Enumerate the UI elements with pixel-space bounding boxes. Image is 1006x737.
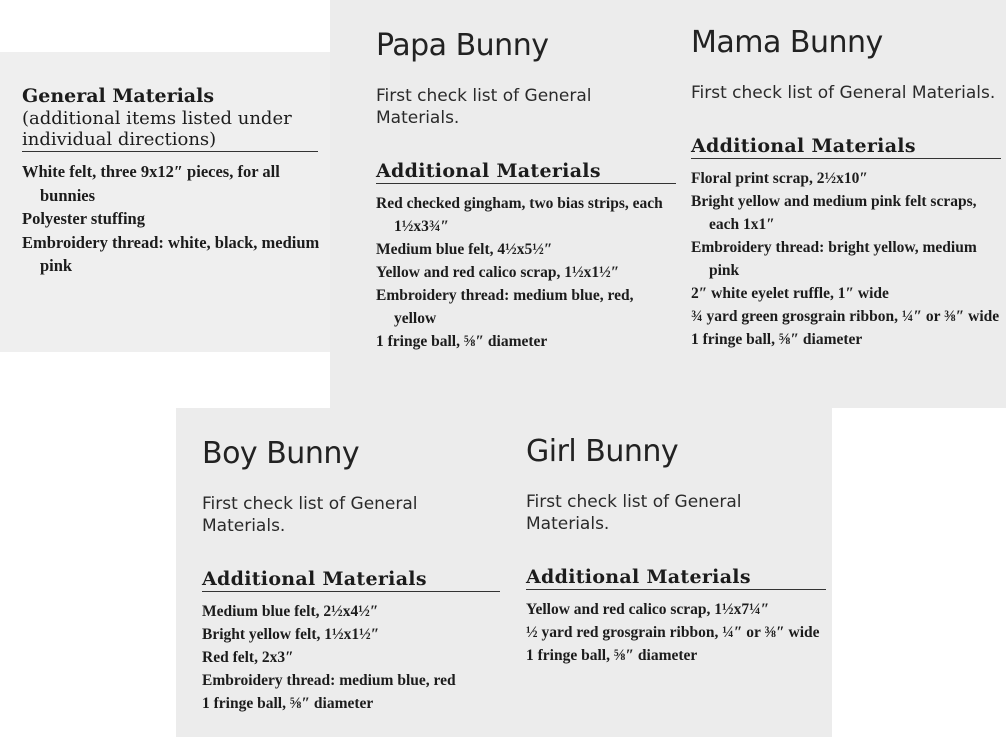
boy-additional-materials-heading: Additional Materials [202,568,500,592]
list-item: 1 fringe ball, ⅝″ diameter [376,333,548,350]
girl-bunny-intro: First check list of General Materials. [526,492,742,534]
list-item: Floral print scrap, 2½x10″ [691,170,868,187]
list-item: ½ yard red grosgrain ribbon, ¼″ or ⅜″ wide [526,624,820,641]
list-item: Red checked gingham, two bias strips, each 1½x3¾″ [376,195,663,235]
papa-bunny-intro: First check list of General Materials. [376,86,592,128]
list-item: 1 fringe ball, ⅝″ diameter [691,331,863,348]
general-materials-heading: General Materials [22,85,215,107]
mama-bunny-title: Mama Bunny [691,25,883,60]
list-item: Bright yellow and medium pink felt scraps, each 1x1″ [691,193,977,233]
papa-materials-list [376,192,676,353]
boy-bunny-title: Boy Bunny [202,436,360,471]
papa-bunny-title: Papa Bunny [376,28,549,63]
boy-materials-list [202,600,500,715]
list-item: 1 fringe ball, ⅝″ diameter [202,695,374,712]
list-item: Embroidery thread: medium blue, red [202,672,456,689]
mama-materials-list [691,167,1001,351]
boy-bunny-section [202,436,500,715]
list-item: Medium blue felt, 2½x4½″ [202,603,379,620]
girl-additional-materials-heading: Additional Materials [526,566,826,590]
papa-additional-materials-heading: Additional Materials [376,160,676,184]
papa-mama-panel [330,0,1006,408]
list-item: 2″ white eyelet ruffle, 1″ wide [691,285,889,302]
general-materials-panel [0,52,330,352]
list-item: Bright yellow felt, 1½x1½″ [202,626,380,643]
list-item: Yellow and red calico scrap, 1½x1½″ [376,264,620,281]
general-materials-list [22,160,322,278]
list-item: Red felt, 2x3″ [202,649,294,666]
list-item: Yellow and red calico scrap, 1½x7¼″ [526,601,770,618]
list-item: 1 fringe ball, ⅝″ diameter [526,647,698,664]
list-item: White felt, three 9x12″ pieces, for all bunnies [22,162,280,205]
list-item: Medium blue felt, 4½x5½″ [376,241,553,258]
list-item: Embroidery thread: bright yellow, medium pink [691,239,977,279]
girl-materials-list [526,598,826,667]
list-item: ¾ yard green grosgrain ribbon, ¼″ or ⅜″ wide [691,308,1000,325]
mama-bunny-section [691,25,1001,351]
list-item: Embroidery thread: white, black, medium pink [22,232,320,275]
general-materials-subheading: (additional items listed under individual directions) [22,108,318,152]
list-item: Embroidery thread: medium blue, red, yellow [376,287,634,327]
boy-girl-panel [176,408,832,737]
boy-bunny-intro: First check list of General Materials. [202,494,418,536]
mama-bunny-intro: First check list of General Materials. [691,83,996,103]
mama-additional-materials-heading: Additional Materials [691,135,1001,159]
girl-bunny-title: Girl Bunny [526,434,679,469]
girl-bunny-section [526,434,826,667]
papa-bunny-section [376,28,676,353]
list-item: Polyester stuffing [22,209,145,228]
